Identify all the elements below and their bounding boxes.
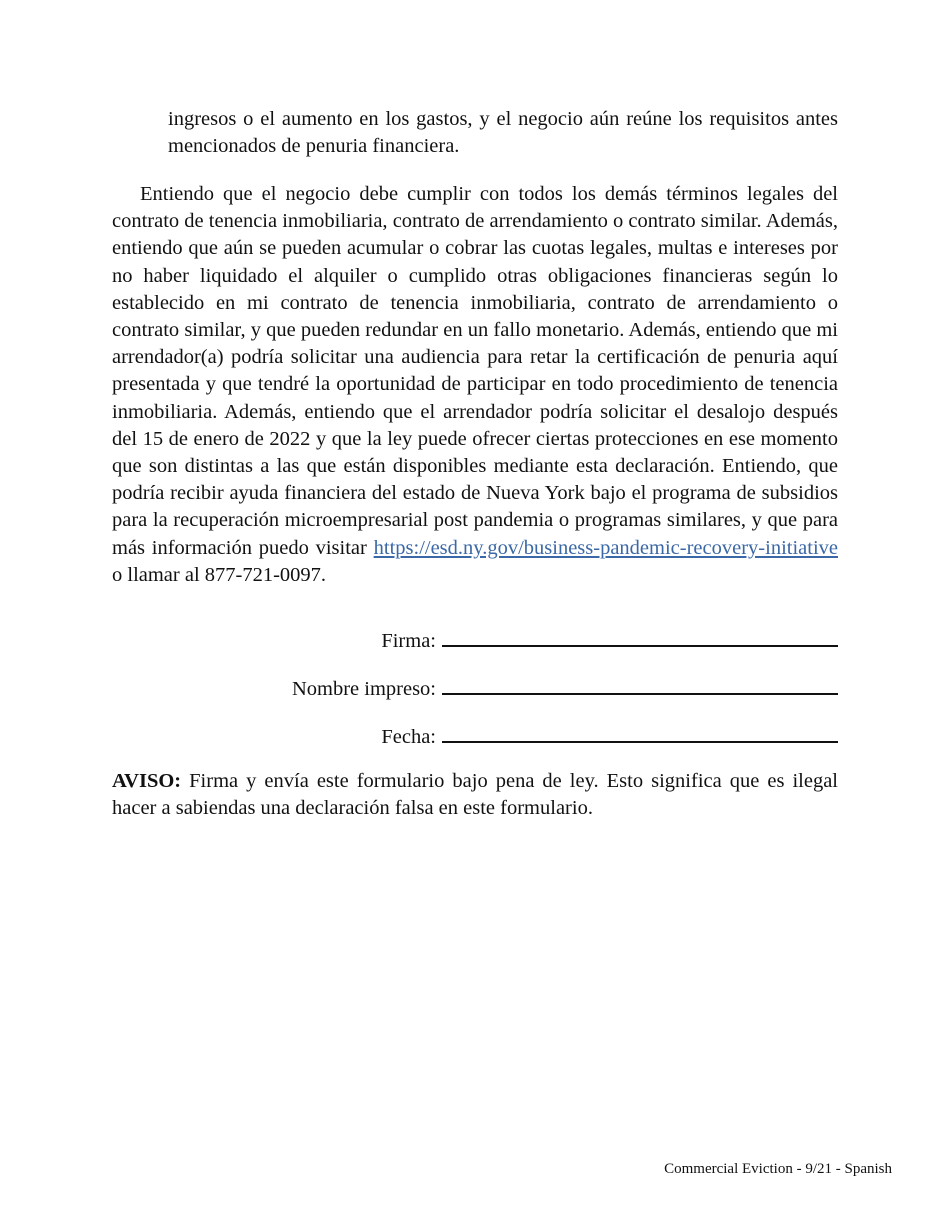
signature-label: Firma: [381,630,436,652]
date-label: Fecha: [381,726,436,748]
date-field[interactable] [442,741,838,743]
continuation-paragraph [168,106,838,160]
page-footer: Commercial Eviction - 9/21 - Spanish [664,1161,892,1177]
recovery-initiative-link[interactable]: https://esd.ny.gov/business-pandemic-recovery-initiative [373,536,838,559]
printed-name-row [112,671,838,701]
signature-row [112,623,838,653]
phone-text: o llamar al 877-721-0097. [112,563,327,586]
acknowledgement-text: Entiendo que el negocio debe cumplir con todos los demás términos legales del contrato de tenencia inmobiliaria, contrato de arrendamiento o contrato similar. Además, entiendo que aún se pueden acumular o cobrar las cuotas legales, multas e intereses por no haber liquidado el alquiler o cumplido otras obligaciones financieras según lo establecido en mi contrato de tenencia inmobiliaria, contrato de arrendamiento o contrato similar, y que pueden redundar en un fallo monetario. Además, entiendo que mi arrendador(a) podría solicitar una audiencia para retar la certificación de penuria aquí presentada y que tendré la oportunidad de participar en todo procedimiento de tenencia inmobiliaria. Además, entiendo que el arrendador podría solicitar el desalojo después del 15 de enero de 2022 y que la ley puede ofrecer ciertas protecciones en ese momento que son distintas a las que están disponibles mediante esta declaración. Entiendo, que podría recibir ayuda financiera del estado de Nueva York bajo el programa de subsidios para la recuperación microempresarial post pandemia o programas similares, y que para más información puedo visitar [112,183,838,559]
signature-field[interactable] [442,645,838,647]
printed-name-field[interactable] [442,693,838,695]
date-row [112,719,838,749]
acknowledgement-paragraph [112,181,838,589]
notice-text: Firma y envía este formulario bajo pena de ley. Esto significa que es ilegal hacer a sabiendas una declaración falsa en este formulario. [112,770,838,820]
notice-paragraph [112,768,838,822]
notice-label: AVISO: [112,770,182,792]
printed-name-label: Nombre impreso: [291,678,436,700]
continuation-text: ingresos o el aumento en los gastos, y el negocio aún reúne los requisitos antes mencionados de penuria financiera. [168,108,838,158]
